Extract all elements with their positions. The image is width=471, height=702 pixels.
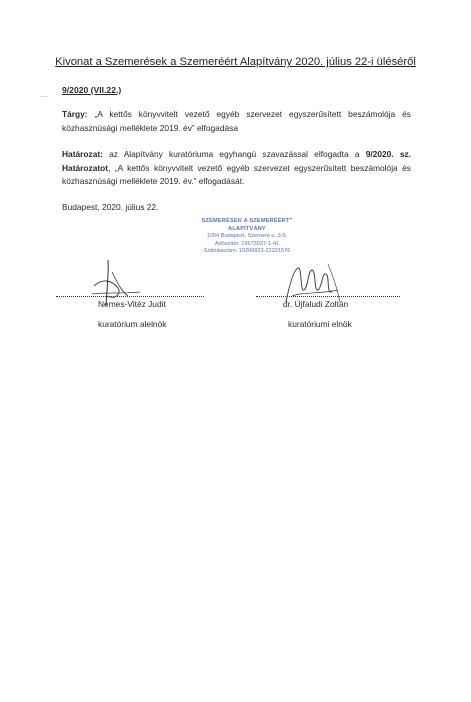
stamp-line-3: 1054 Budapest, Szemere u. 3-5. <box>206 233 288 240</box>
resolution-text-2: , „A kettős könyvvitelt vezető egyéb szervezet egyszerűsített beszámolója és közhasznúsági melléklete 2019. év.” elfogadását. <box>62 162 411 186</box>
right-signatory-name: dr. Újfaludi Zoltán <box>283 299 349 309</box>
resolution-number: 9/2020. sz. Határozatot <box>62 149 411 173</box>
left-signatory-role: kuratórium alelnök <box>98 319 167 329</box>
right-signature-line <box>256 296 400 297</box>
right-signatory-role: kuratóriumi elnök <box>288 319 352 329</box>
date-line: Budapest, 2020. július 22. <box>62 202 159 212</box>
subject-text: „A kettős könyvvitelt vezető egyéb szervezet egyszerűsített beszámolója és közhasznúsági melléklete 2019. év” elfogadása <box>62 109 411 133</box>
foundation-stamp <box>184 218 310 256</box>
scan-speck <box>40 96 48 97</box>
resolution-label: Határozat: <box>62 149 103 159</box>
subject-paragraph <box>62 108 411 135</box>
left-signatory-name: Nemes-Vitéz Judit <box>98 299 166 309</box>
subject-label: Tárgy: <box>62 109 88 119</box>
stamp-line-5: Számlaszám: 10200823-22221576 <box>203 248 291 255</box>
resolution-text-1: az Alapítvány kuratóriuma egyhangú szavazással elfogadta a <box>102 149 366 159</box>
stamp-line-4: Adószám: 19673037-1-41 <box>214 240 280 247</box>
reference-number: 9/2020 (VII.22.) <box>62 85 122 95</box>
left-signature-line <box>56 296 204 297</box>
stamp-line-1: SZEMERÉSEK A SZEMERÉÉRT" <box>201 218 293 224</box>
document-title: Kivonat a Szemerések a Szemeréért Alapítvány 2020. július 22-i üléséről <box>55 56 416 68</box>
stamp-line-2: ALAPÍTVÁNY <box>228 225 266 232</box>
resolution-paragraph <box>62 148 411 189</box>
